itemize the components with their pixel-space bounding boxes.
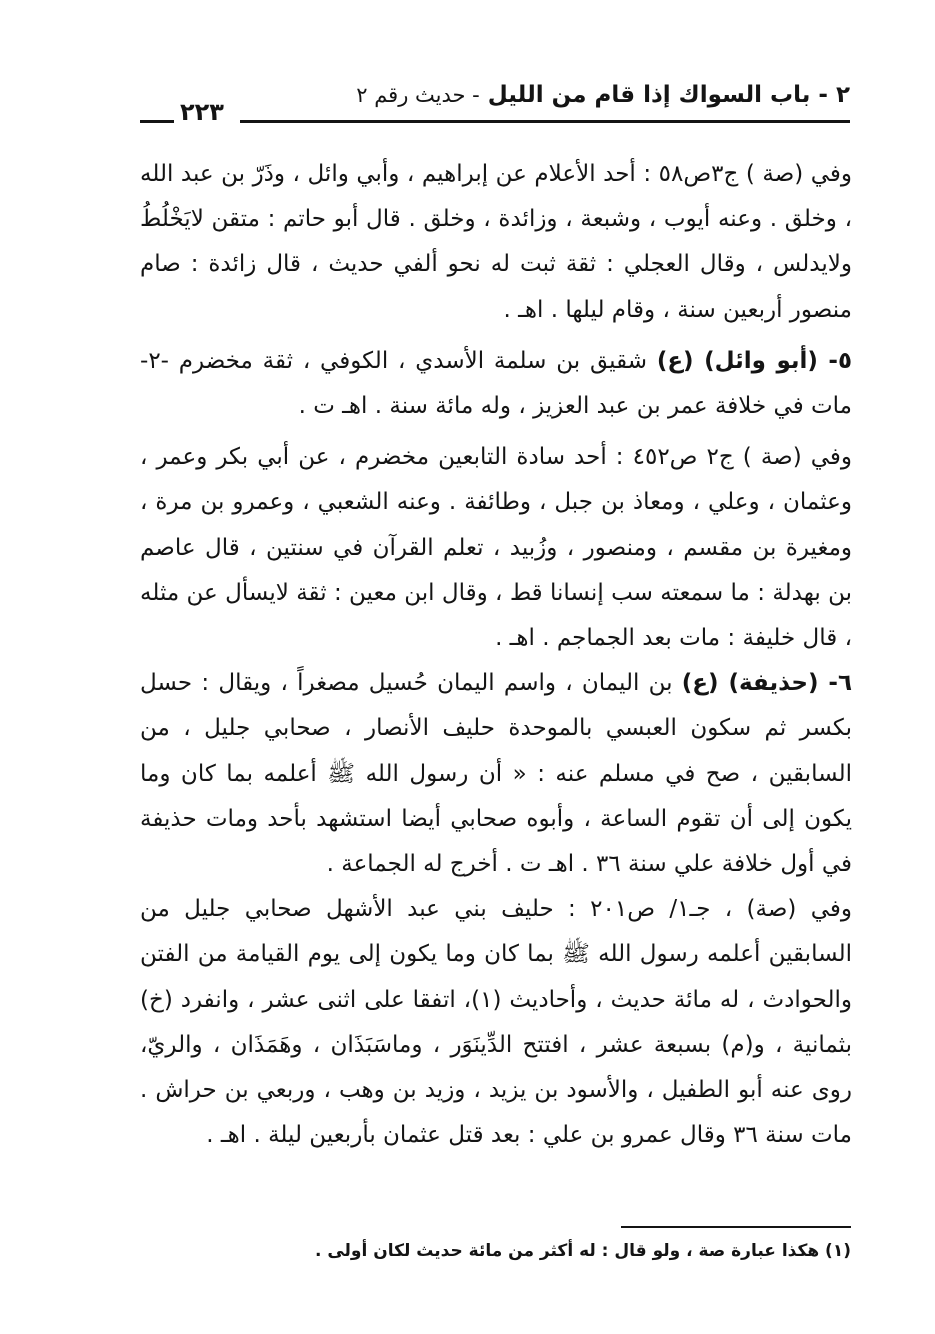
paragraph-5-text: وفي (صة) ، جـ١/ ص٢٠١ : حليف بني عبد الأشهل صحابي جليل من السابقين أعلمه رسول الله ﷺ بما كان وما يكون إلى يوم القيامة من الفتن والحوادث ، له مائة حديث ، وأحاديث (١)، اتفقا على اثنى عشر ، وانفرد (خ) بثمانية ، و(م) بسبعة عشر ، افتتح الدِّينَوَر ، وماسَبَذَان ، وهَمَذَان ، والريّ، روى عنه أبو الطفيل ، والأسود بن يزيد ، وزيد بن وهب ، وربعي بن حراش . مات سنة ٣٦ وقال عمرو بن علي : بعد قتل عثمان بأربعين ليلة . اهـ . [140, 896, 852, 1149]
paragraph-2 [140, 339, 852, 429]
paragraph-3-text: وفي (صة ) ج٢ ص٤٥٢ : أحد سادة التابعين مخضرم ، عن أبي بكر وعمر ، وعثمان ، وعلي ، ومعاذ بن جبل ، وطائفة . وعنه الشعبي ، وعمرو بن مرة ، ومغيرة بن مقسم ، ومنصور ، وزُبيد ، تعلم القرآن في سنتين ، قال عاصم بن بهدلة : ما سمعته سب إنسانا قط ، وقال ابن معين : ثقة لايسأل عن مثله ، قال خليفة : مات بعد الجماجم . اهـ . [140, 444, 852, 652]
page-number-dash [140, 120, 174, 123]
paragraph-4-heading: ٦- (حذيفة) (ع) [681, 670, 852, 697]
paragraph-1-text: وفي (صة ) ج٣ص٥٨ : أحد الأعلام عن إبراهيم ، وأبي وائل ، وذَرّ بن عبد الله ، وخلق . وعنه أيوب ، وشبعة ، وزائدة ، وخلق . قال أبو حاتم : متقن لايَخْلُطُ ولايدلس ، وقال العجلي : ثقة ثبت له نحو ألفي حديث ، قال زائدة : صام منصور أربعين سنة ، وقام ليلها . اهـ . [140, 161, 853, 323]
running-header [140, 82, 850, 126]
paragraph-1 [140, 152, 852, 333]
paragraph-5 [140, 887, 852, 1158]
body-text [140, 152, 852, 1158]
paragraph-3 [140, 435, 852, 661]
chapter-title [356, 82, 850, 108]
chapter-title-text: ٢ - باب السواك إذا قام من الليل [487, 82, 850, 108]
footnote-rule [621, 1226, 851, 1228]
footnote: (١) هكذا عبارة صة ، ولو قال : له أكثر من مائة حديث لكان أولى . [314, 1241, 851, 1261]
paragraph-4 [140, 661, 852, 887]
hadith-number: - حديث رقم ٢ [356, 83, 480, 107]
header-rule [240, 120, 850, 123]
paragraph-4-text: بن اليمان ، واسم اليمان حُسيل مصغراً ، ويقال : حسل بكسر ثم سكون العبسي بالموحدة حليف الأنصار ، صحابي جليل ، من السابقين ، صح في مسلم عنه : « أن رسول الله ﷺ أعلمه بما كان وما يكون إلى أن تقوم الساعة ، وأبوه صحابي أيضا استشهد بأحد ومات حذيفة في أول خلافة علي سنة ٣٦ . اهـ ت . أخرج له الجماعة . [140, 670, 852, 878]
paragraph-2-heading: ٥- (أبو وائل) (ع) [656, 347, 852, 374]
page-number: ٢٢٣ [180, 98, 224, 126]
paragraph-2-text: شقيق بن سلمة الأسدي ، الكوفي ، ثقة مخضرم -٢- مات في خلافة عمر بن عبد العزيز ، وله مائة سنة . اهـ ت . [140, 347, 852, 420]
